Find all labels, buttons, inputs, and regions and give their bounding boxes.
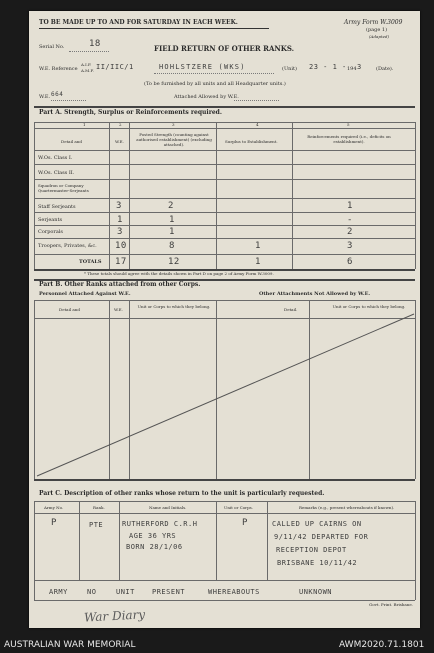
we-value: 664 <box>51 91 64 98</box>
cell-reinf: - <box>347 215 353 225</box>
c-bottom-word: UNKNOWN <box>299 588 333 596</box>
we-label: W.E. <box>39 94 51 100</box>
table-c-vline <box>119 501 120 580</box>
row-rule <box>34 254 415 255</box>
cell-we: 10 <box>115 241 127 251</box>
table-a-vline <box>109 122 110 269</box>
totals-label: TOTALS <box>79 259 102 265</box>
table-c-border <box>34 501 35 600</box>
c-header-army-no: Army No. <box>44 505 64 510</box>
cell-reinf: 2 <box>347 227 353 237</box>
c-bottom-word: PRESENT <box>152 588 186 596</box>
row-rule <box>34 164 415 165</box>
c-header-unit: Unit or Corps. <box>224 505 253 510</box>
row-rule <box>34 212 415 213</box>
cell-posted: 1 <box>169 215 175 225</box>
header-reinforcements: Reinforcements required (i.e., deficits on establishment). <box>307 134 391 144</box>
header-we: W.E. <box>115 139 124 144</box>
row-label: Corporals <box>38 229 63 235</box>
form-instruction: TO BE MADE UP TO AND FOR SATURDAY IN EACH WEEK. <box>39 19 238 26</box>
b-header-unit-right: Unit or Corps to which they belong. <box>332 304 406 309</box>
c-name-line: RUTHERFORD C.R.H <box>122 520 198 528</box>
b-header-detail: Detail and <box>59 307 80 312</box>
table-c-border <box>415 501 416 600</box>
c-unit: P <box>242 518 248 528</box>
attached-dotline <box>234 100 279 101</box>
serial-dotline <box>69 51 109 52</box>
c-bottom-word: WHEREABOUTS <box>208 588 260 596</box>
year-prefix: 194 <box>347 66 357 72</box>
we-reference-label: W.E. Reference <box>39 66 78 72</box>
row-label: Troopers, Privates, &c. <box>38 243 97 249</box>
c-rank: PTE <box>89 521 104 529</box>
cell-reinf: 3 <box>347 241 353 251</box>
header-detail: Detail and <box>61 139 82 144</box>
field-return-form <box>29 11 420 628</box>
table-a-vline <box>129 122 130 269</box>
part-a-title: Part A. Strength, Surplus or Reinforcements required. <box>39 109 222 116</box>
form-number: Army Form W.3009 <box>344 19 403 26</box>
totals-note: * These totals should agree with the details shown in Part D on page 2 of Army Form W.3009. <box>84 271 274 276</box>
c-name-line: AGE 36 YRS <box>129 532 177 540</box>
total-posted: 12 <box>168 257 180 267</box>
col-num-4: 4 <box>256 122 259 127</box>
table-a-border <box>415 122 416 269</box>
table-a-header-bottom <box>34 150 415 151</box>
total-surplus: 1 <box>255 257 261 267</box>
printer-credit: Govt. Print. Brisbane. <box>369 602 413 607</box>
cell-we: 3 <box>117 227 123 237</box>
table-a-vline <box>292 122 293 269</box>
cancel-stroke <box>34 300 415 479</box>
we-reference-value: II/IIC/1 <box>96 63 134 71</box>
instruction-underline <box>39 28 269 29</box>
c-remarks-line: BRISBANE 10/11/42 <box>277 559 358 567</box>
cell-posted: 8 <box>169 241 175 251</box>
row-label: W.Os. Class I. <box>38 155 73 161</box>
footer-accession-number: AWM2020.71.1801 <box>339 640 425 650</box>
table-c-top <box>34 501 415 502</box>
row-rule <box>34 198 415 199</box>
row-label: W.Os. Class II. <box>38 170 75 176</box>
row-rule <box>34 225 415 226</box>
serial-value: 18 <box>89 39 101 49</box>
part-b-right-subtitle: Other Attachments Not Allowed by W.E. <box>259 291 371 297</box>
row-label: Squadron or Company Quartermaster-Serjeants <box>38 183 89 193</box>
serial-label: Serial No. <box>39 44 65 50</box>
cell-we: 3 <box>116 201 122 211</box>
c-remarks-line: 9/11/42 DEPARTED FOR <box>274 533 369 541</box>
c-army-no: P <box>51 518 57 528</box>
cell-surplus: 1 <box>255 241 261 251</box>
c-bottom-word: NO <box>87 588 97 596</box>
table-b-border <box>415 300 416 479</box>
form-title: FIELD RETURN OF OTHER RANKS. <box>154 44 295 53</box>
year-suffix: 3 <box>357 63 362 71</box>
table-a-top <box>34 122 415 123</box>
c-remarks-line: RECEPTION DEPOT <box>276 546 347 554</box>
amf-label: A.M.F. <box>81 68 94 73</box>
table-b-bottom <box>34 479 415 481</box>
table-c-vline <box>216 501 217 580</box>
col-num-5: 5 <box>347 122 350 127</box>
cell-posted: 2 <box>168 201 174 211</box>
row-label: Staff Serjeants <box>38 204 76 210</box>
col-num-2: 2 <box>119 122 122 127</box>
attached-label: Attached Allowed by W.E. <box>174 94 239 100</box>
c-header-rank: Rank. <box>93 505 105 510</box>
form-adapted: (Adapted) <box>369 34 390 39</box>
header-posted: Posted Strength (counting against authorised establishment) (excluding attached). <box>136 132 212 147</box>
col-num-1: 1 <box>83 122 86 127</box>
furnish-note: (To be furnished by all units and all Headquarter units.) <box>144 81 286 87</box>
part-b-left-subtitle: Personnel Attached Against W.E. <box>39 291 131 297</box>
table-c-row-rule <box>34 580 415 581</box>
unit-dotline <box>154 73 274 74</box>
table-a-numrow <box>34 128 415 129</box>
cell-posted: 1 <box>169 227 175 237</box>
c-bottom-word: UNIT <box>116 588 135 596</box>
total-reinf: 6 <box>347 257 353 267</box>
total-we: 17 <box>115 257 127 267</box>
row-label: Serjeants <box>38 217 63 223</box>
date-label: (Date). <box>376 66 394 72</box>
unit-label: (Unit) <box>282 66 297 72</box>
footer-institution: AUSTRALIAN WAR MEMORIAL <box>4 640 136 650</box>
header-surplus: Surplus to Establishment. <box>225 139 278 144</box>
unit-value: HOHLSTZERE (WKS) <box>159 63 246 71</box>
war-diary-stamp: War Diary <box>83 607 146 625</box>
table-c-vline <box>267 501 268 580</box>
table-a-border <box>34 122 35 269</box>
table-c-bottom <box>34 600 415 601</box>
we-dotline <box>51 100 86 101</box>
cell-we: 1 <box>117 215 123 225</box>
row-rule <box>34 238 415 239</box>
b-header-unit: Unit or Corps to which they belong. <box>137 304 211 309</box>
col-num-3: 3 <box>172 122 175 127</box>
part-c-title: Part C. Description of other ranks whose return to the unit is particularly requested. <box>39 490 325 497</box>
table-c-vline <box>79 501 80 580</box>
table-a-vline <box>216 122 217 269</box>
table-c-header-bottom <box>34 513 415 514</box>
b-header-detail-right: Detail. <box>284 307 298 312</box>
cell-reinf: 1 <box>347 201 353 211</box>
aif-label: A.I.F. <box>81 62 92 67</box>
date-value: 23 - 1 - <box>309 63 347 71</box>
part-a-rule <box>34 106 415 108</box>
c-name-line: BORN 28/1/06 <box>126 543 183 551</box>
b-header-we: W.E. <box>114 307 123 312</box>
form-page: (page 1) <box>366 27 388 33</box>
row-rule <box>34 179 415 180</box>
c-bottom-word: ARMY <box>49 588 68 596</box>
part-b-title: Part B. Other Ranks attached from other Corps. <box>39 281 201 288</box>
c-header-remarks: Remarks (e.g., present whereabouts if known). <box>299 505 395 510</box>
c-header-name: Name and Initials. <box>149 505 187 510</box>
c-remarks-line: CALLED UP CAIRNS ON <box>272 520 362 528</box>
